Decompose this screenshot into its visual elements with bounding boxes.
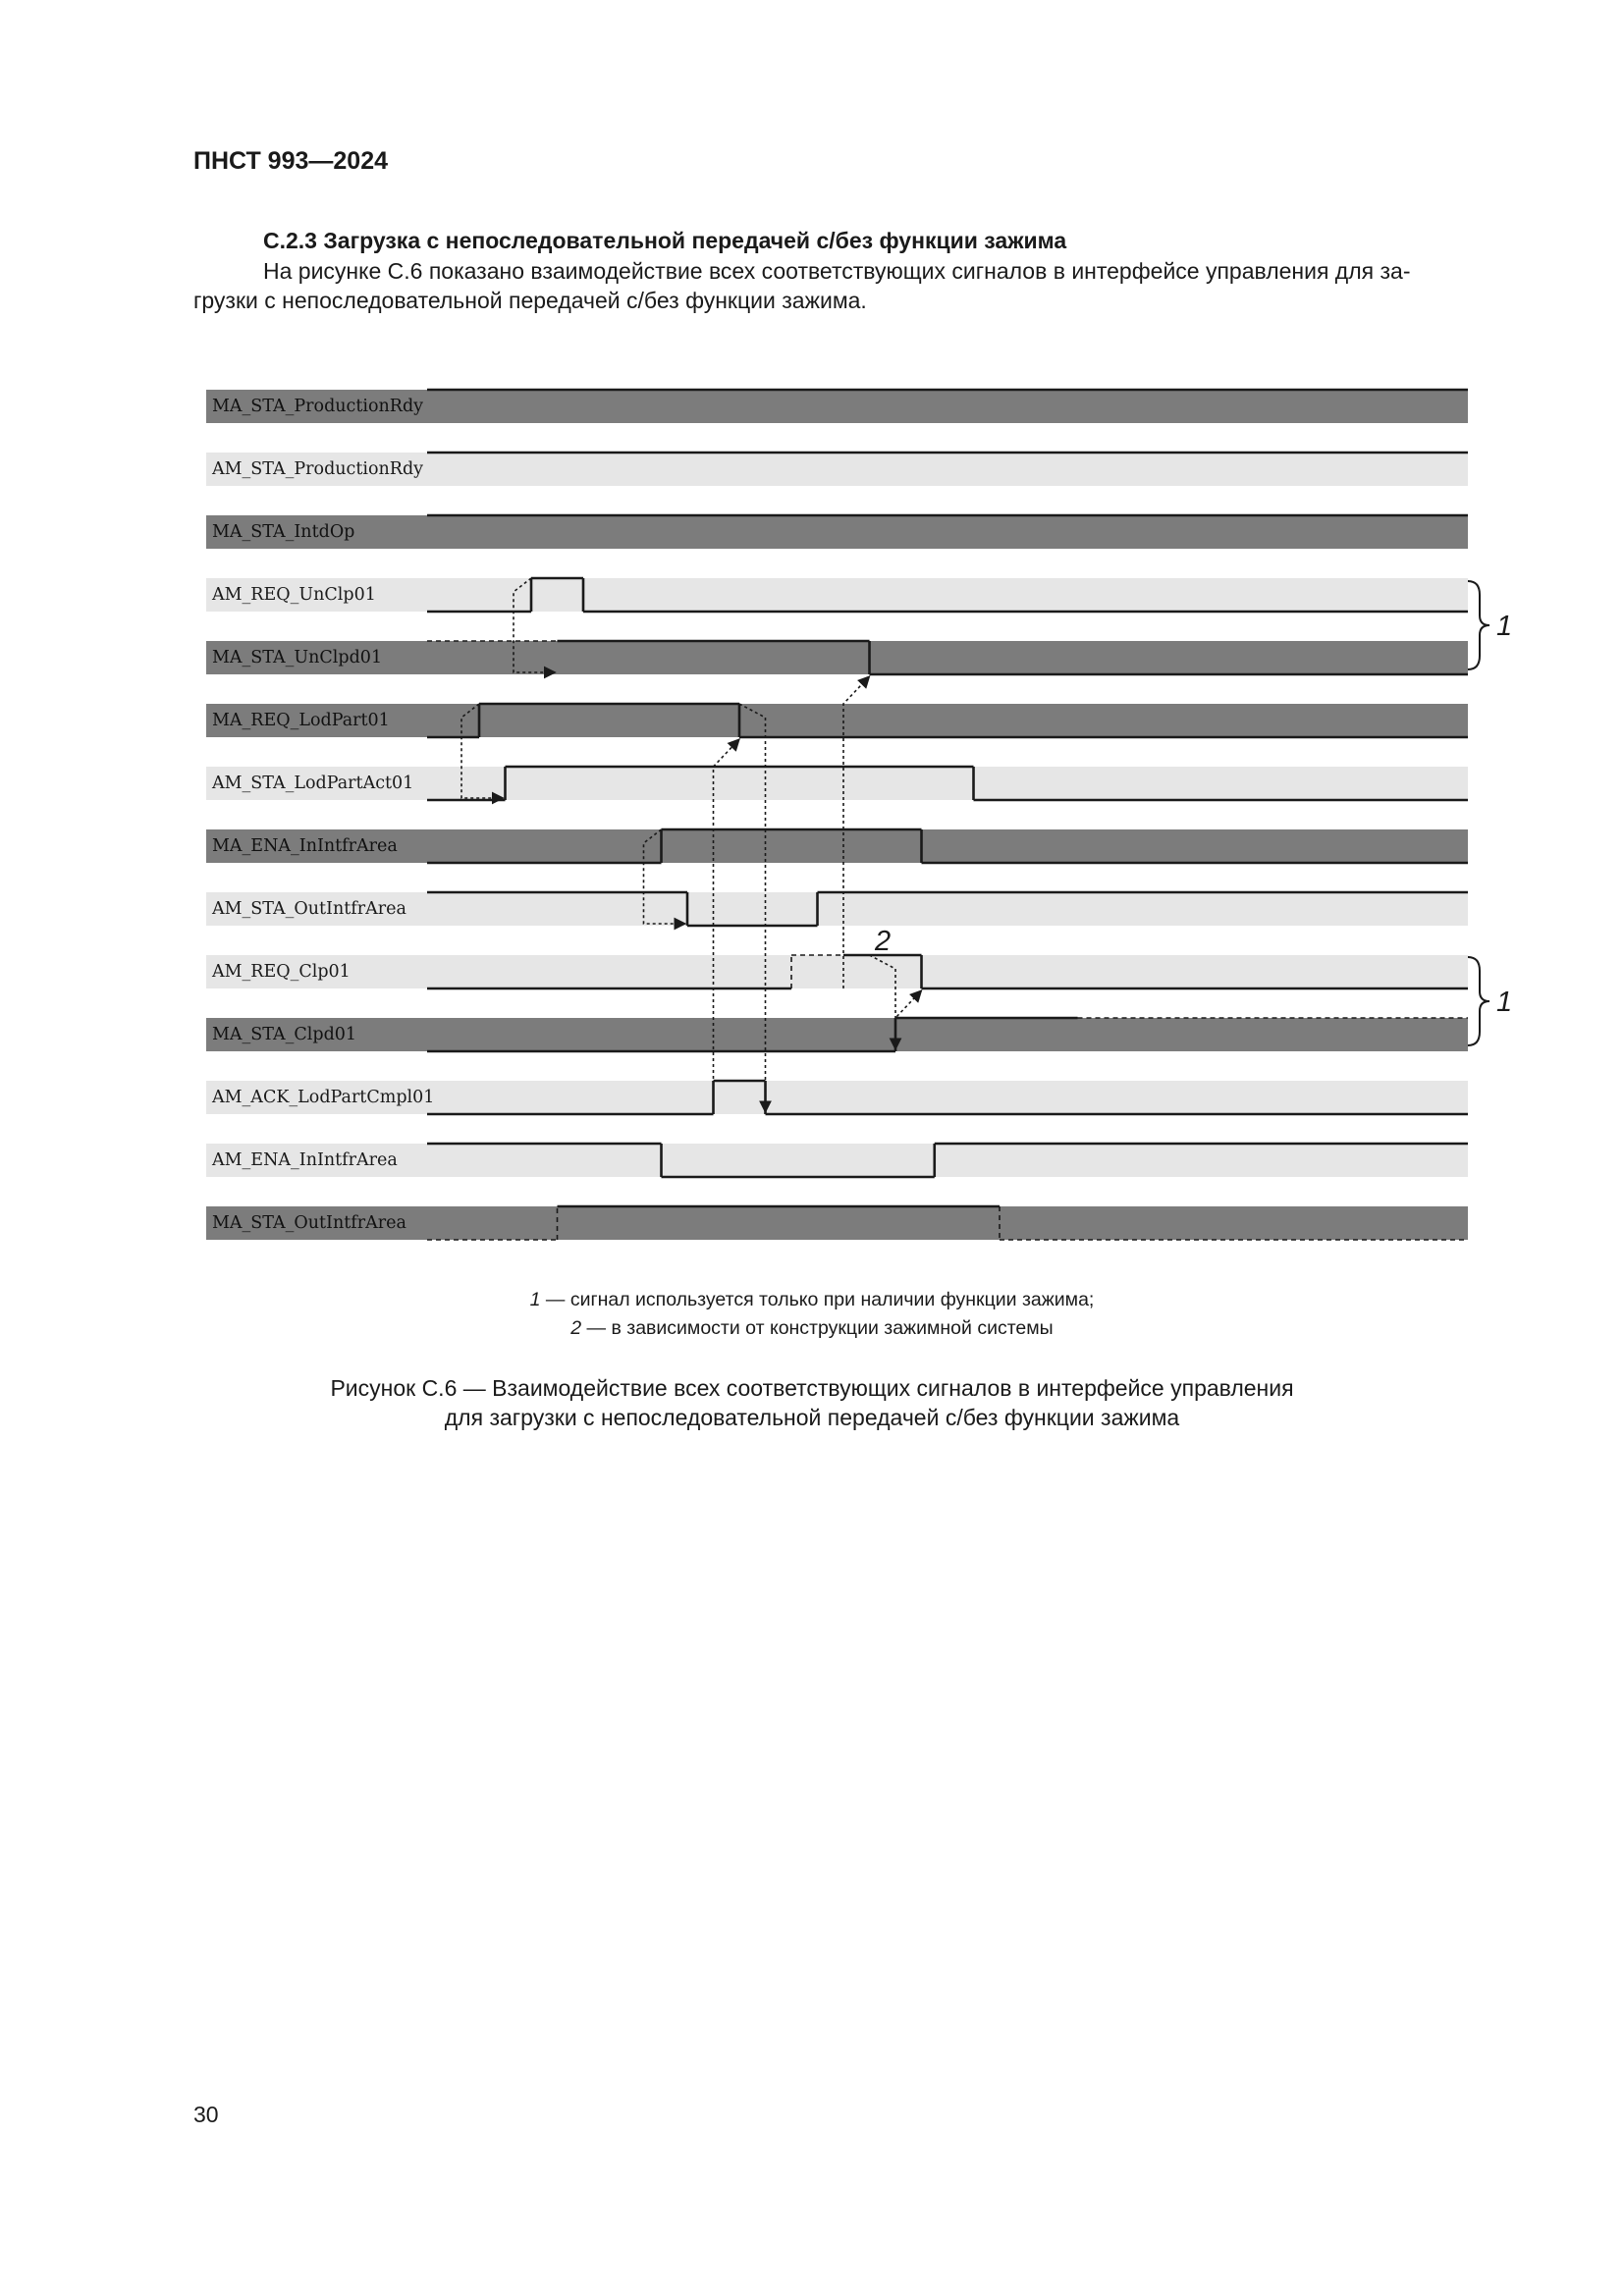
legend-item1-text: — сигнал используется только при наличии функции зажима; bbox=[540, 1289, 1095, 1310]
signal-label: MA_STA_UnClpd01 bbox=[212, 648, 383, 667]
bracket-top-mark: 1 bbox=[1496, 611, 1513, 642]
intro-line-2: грузки с непоследовательной передачей с/без функции зажима. bbox=[193, 288, 867, 313]
section-title: С.2.3 Загрузка с непоследовательной передачей с/без функции зажима bbox=[263, 228, 1067, 253]
signal-label: MA_STA_Clpd01 bbox=[212, 1025, 357, 1044]
signal-label: AM_STA_OutIntfrArea bbox=[212, 899, 406, 919]
signal-label: MA_REQ_LodPart01 bbox=[212, 711, 390, 730]
signal-label: AM_STA_LodPartAct01 bbox=[212, 774, 414, 793]
signal-label: MA_STA_IntdOp bbox=[212, 522, 355, 542]
signal-bands bbox=[206, 390, 1468, 1240]
signal-label: MA_ENA_InIntfrArea bbox=[212, 836, 398, 856]
signal-label: MA_STA_OutIntfrArea bbox=[212, 1213, 406, 1233]
caption-line-1: Рисунок С.6 — Взаимодействие всех соответствующих сигналов в интерфейсе управления bbox=[330, 1375, 1294, 1401]
signal-label: AM_STA_ProductionRdy bbox=[212, 459, 424, 479]
figure-legend bbox=[0, 1286, 1624, 1343]
legend-item1-number: 1 bbox=[529, 1289, 541, 1310]
legend-item2-text: — в зависимости от конструкции зажимной системы bbox=[581, 1317, 1054, 1339]
document-code: ПНСТ 993—2024 bbox=[193, 147, 388, 175]
option-mark: 2 bbox=[875, 926, 892, 957]
signal-label: AM_REQ_Clp01 bbox=[212, 962, 351, 982]
signal-label: AM_REQ_UnClp01 bbox=[212, 585, 376, 605]
bracket-bottom-mark: 1 bbox=[1496, 987, 1513, 1018]
signal-label: AM_ENA_InIntfrArea bbox=[212, 1150, 398, 1170]
signal-label: MA_STA_ProductionRdy bbox=[212, 397, 424, 416]
bracket-top bbox=[1468, 581, 1512, 669]
figure-caption bbox=[0, 1373, 1624, 1432]
page-number: 30 bbox=[193, 2102, 219, 2127]
caption-line-2: для загрузки с непоследовательной передачей с/без функции зажима bbox=[444, 1405, 1180, 1430]
legend-item2-number: 2 bbox=[570, 1317, 582, 1339]
intro-line-1: На рисунке С.6 показано взаимодействие всех соответствующих сигналов в интерфейсе управления для за- bbox=[263, 258, 1411, 284]
bracket-bottom bbox=[1468, 957, 1512, 1045]
signal-label: AM_ACK_LodPartCmpl01 bbox=[212, 1088, 435, 1107]
